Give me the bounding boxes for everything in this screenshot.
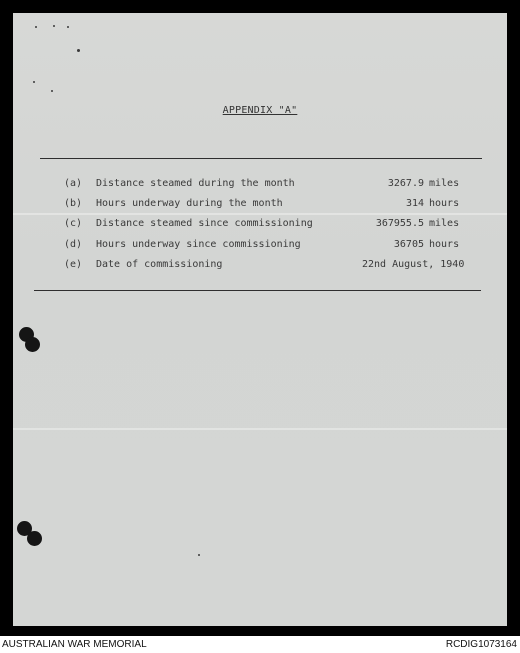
item-unit: miles bbox=[429, 218, 460, 230]
appendix-heading: APPENDIX "A" bbox=[222, 105, 298, 116]
item-unit: hours bbox=[429, 238, 460, 250]
item-key: (e) bbox=[64, 258, 83, 270]
item-description: Distance steamed since commissioning bbox=[96, 218, 313, 230]
speck bbox=[53, 25, 55, 27]
item-value: 314 bbox=[405, 198, 424, 210]
list-item bbox=[64, 178, 484, 198]
speck bbox=[77, 49, 80, 52]
speck bbox=[51, 90, 53, 92]
top-rule bbox=[40, 158, 482, 159]
punch-hole bbox=[25, 337, 40, 352]
list-item bbox=[64, 198, 484, 218]
item-key: (c) bbox=[64, 218, 83, 230]
item-value: 36705 bbox=[393, 238, 424, 250]
footer-record-id: RCDIG1073164 bbox=[445, 639, 517, 650]
speck bbox=[198, 554, 200, 556]
speck bbox=[33, 81, 35, 83]
item-description: Hours underway since commissioning bbox=[96, 238, 301, 250]
item-value: 3267.9 bbox=[387, 178, 424, 189]
footer-source: AUSTRALIAN WAR MEMORIAL bbox=[2, 639, 147, 650]
paper-fold bbox=[13, 428, 507, 430]
document-page bbox=[13, 13, 507, 626]
bottom-rule bbox=[34, 290, 481, 291]
punch-hole bbox=[27, 531, 42, 546]
list-item bbox=[64, 259, 484, 279]
speck bbox=[35, 26, 37, 28]
item-key: (a) bbox=[64, 178, 83, 189]
list-item bbox=[64, 218, 484, 238]
item-description: Date of commissioning bbox=[96, 258, 223, 270]
item-key: (b) bbox=[64, 198, 83, 210]
archive-footer bbox=[0, 636, 520, 653]
statistics-list bbox=[64, 178, 484, 279]
list-item bbox=[64, 239, 484, 259]
item-value: 367955.5 bbox=[375, 218, 424, 230]
item-description: Distance steamed during the month bbox=[96, 178, 295, 189]
item-unit: hours bbox=[429, 198, 460, 210]
item-value: 22nd August, 1940 bbox=[362, 258, 465, 270]
item-key: (d) bbox=[64, 238, 83, 250]
item-description: Hours underway during the month bbox=[96, 198, 283, 210]
item-unit: miles bbox=[429, 178, 460, 189]
speck bbox=[67, 26, 69, 28]
